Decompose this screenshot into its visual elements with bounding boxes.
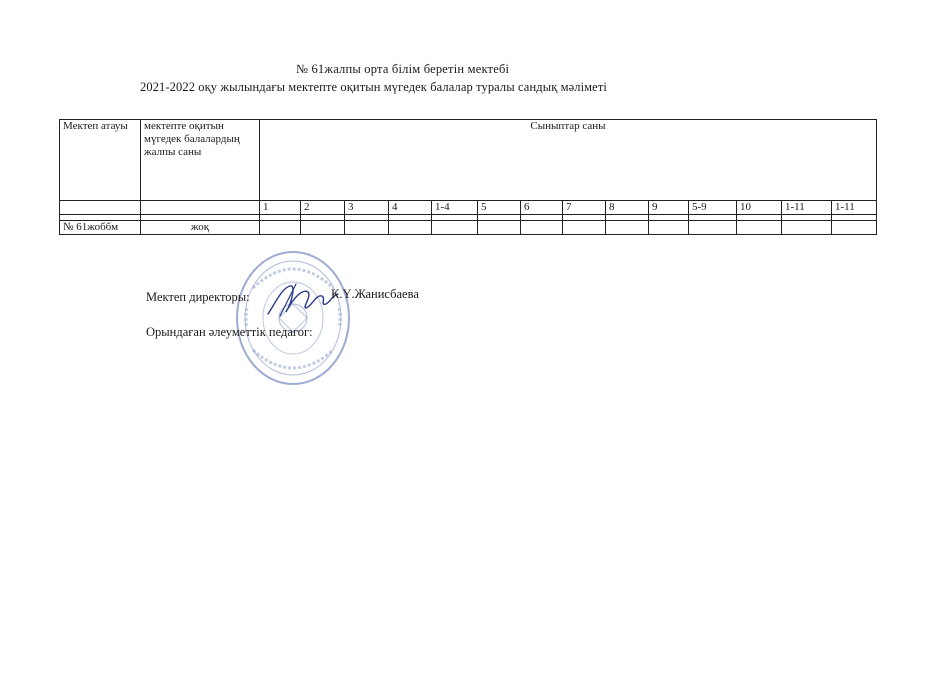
table-header-row [60, 120, 877, 201]
header-total-disabled: мектепте оқитын мүгедек балалардың жалпы саны [141, 120, 260, 201]
grade-col-header: 8 [606, 201, 649, 215]
document-title: № 61жалпы орта білім беретін мектебі [296, 62, 510, 76]
data-table [59, 119, 877, 235]
grade-col-header: 6 [521, 201, 563, 215]
grade-header-row [60, 201, 877, 215]
table-row [60, 221, 877, 235]
grade-col-header: 1-11 [832, 201, 877, 215]
document-subtitle: 2021-2022 оқу жылындағы мектепте оқитын мүгедек балалар туралы сандық мәліметі [140, 80, 607, 94]
total-cell: жоқ [141, 221, 260, 235]
grade-col-header: 2 [301, 201, 345, 215]
grade-col-header: 10 [737, 201, 782, 215]
director-name: К.Ү.Жанисбаева [331, 287, 419, 301]
header-school-name: Мектеп атауы [60, 120, 141, 201]
grade-col-header: 1 [260, 201, 301, 215]
school-name-cell: № 61жоббм [60, 221, 141, 235]
director-label: Мектеп директоры: [146, 290, 250, 304]
grade-header-empty [141, 201, 260, 215]
grade-col-header: 5 [478, 201, 521, 215]
grade-col-header: 9 [649, 201, 689, 215]
grade-col-header: 7 [563, 201, 606, 215]
grade-col-header: 3 [345, 201, 389, 215]
grade-col-header: 1-11 [782, 201, 832, 215]
director-signature [262, 282, 342, 320]
executor-label: Орындаған әлеуметтік педагог: [146, 325, 313, 339]
grade-col-header: 4 [389, 201, 432, 215]
grade-header-empty [60, 201, 141, 215]
grade-col-header: 5-9 [689, 201, 737, 215]
grade-col-header: 1-4 [432, 201, 478, 215]
header-class-count: Сыныптар саны [260, 120, 877, 201]
